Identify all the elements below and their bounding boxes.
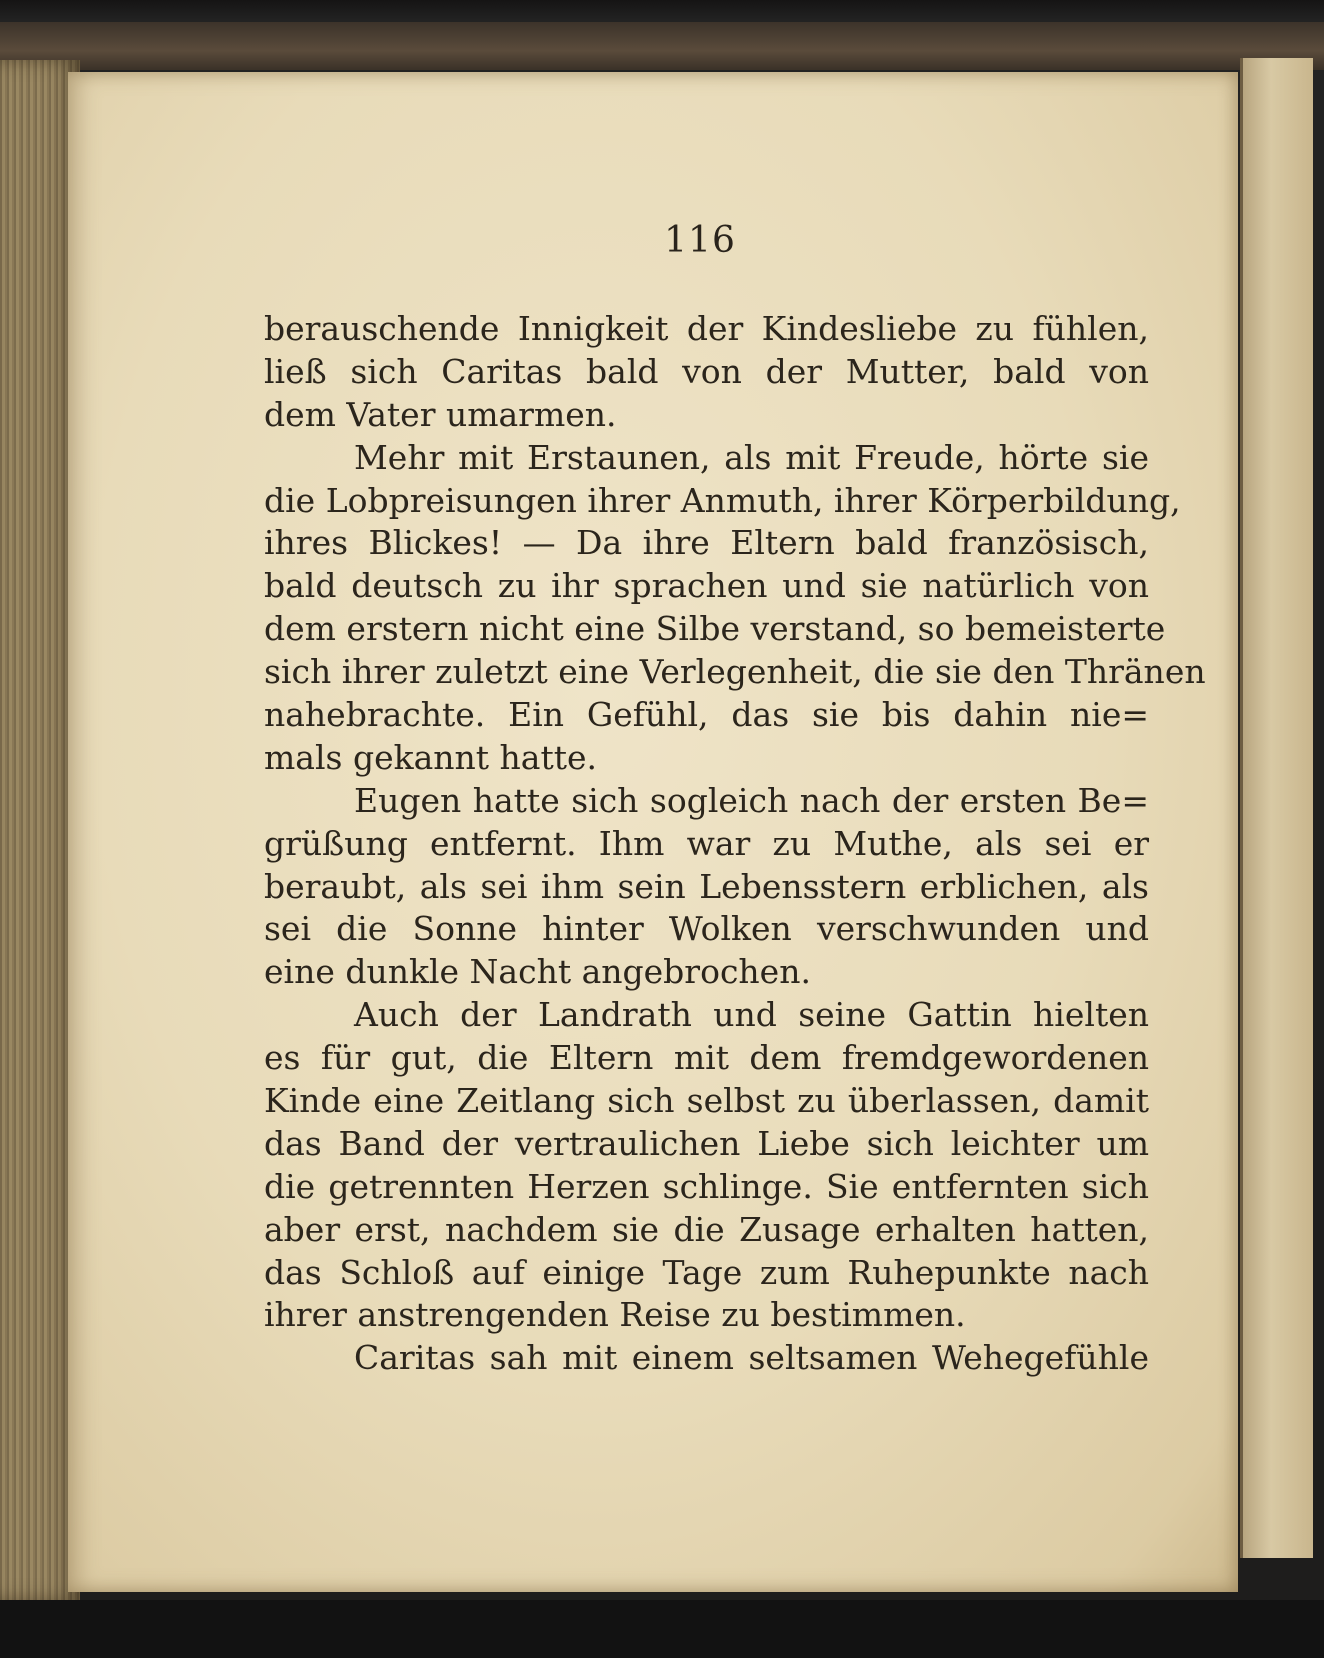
text-line: eine dunkle Nacht angebrochen.	[264, 952, 811, 992]
text-line: Caritas sah mit einem seltsamen Wehegefühle	[354, 1338, 1149, 1378]
text-line: Eugen hatte sich sogleich nach der ersten Be=	[354, 780, 1149, 820]
scan-bottom-shadow	[0, 1600, 1324, 1658]
text-line: dem Vater umarmen.	[264, 394, 617, 434]
text-line: es für gut, die Eltern mit dem fremdgewordenen	[264, 1038, 1149, 1078]
text-line: Auch der Landrath und seine Gattin hielten	[354, 995, 1149, 1035]
text-line: bald deutsch zu ihr sprachen und sie natürlich von	[264, 566, 1149, 606]
text-line: dem erstern nicht eine Silbe verstand, so bemeisterte	[264, 609, 1166, 649]
text-line: beraubt, als sei ihm sein Lebensstern erblichen, als	[264, 866, 1149, 906]
text-line: ließ sich Caritas bald von der Mutter, bald von	[264, 351, 1149, 391]
text-line: das Schloß auf einige Tage zum Ruhepunkte nach	[264, 1252, 1149, 1292]
text-line: berauschende Innigkeit der Kindesliebe zu fühlen,	[264, 309, 1149, 348]
text-line: ihrer anstrengenden Reise zu bestimmen.	[264, 1295, 966, 1335]
book-spine-edge	[0, 22, 1324, 70]
text-line: mals gekannt hatte.	[264, 737, 597, 777]
text-line: die Lobpreisungen ihrer Anmuth, ihrer Körperbildung,	[264, 480, 1181, 520]
facing-page-edge	[1240, 58, 1313, 1558]
text-line: aber erst, nachdem sie die Zusage erhalten hatten,	[264, 1209, 1149, 1249]
text-line: Kinde eine Zeitlang sich selbst zu überlassen, damit	[264, 1081, 1149, 1121]
text-line: sei die Sonne hinter Wolken verschwunden und	[264, 909, 1149, 949]
text-line: Mehr mit Erstaunen, als mit Freude, hörte sie	[354, 437, 1149, 477]
text-line: sich ihrer zuletzt eine Verlegenheit, die sie den Thränen	[264, 652, 1206, 692]
text-line: nahebrachte. Ein Gefühl, das sie bis dahin nie=	[264, 695, 1149, 735]
text-line: ihres Blickes! — Da ihre Eltern bald französisch,	[264, 523, 1149, 563]
text-line: das Band der vertraulichen Liebe sich leichter um	[264, 1123, 1149, 1163]
page-number: 116	[664, 220, 736, 261]
text-line: die getrennten Herzen schlinge. Sie entfernten sich	[264, 1166, 1149, 1206]
text-line: grüßung entfernt. Ihm war zu Muthe, als sei er	[264, 823, 1149, 863]
body-text	[264, 308, 1206, 1380]
